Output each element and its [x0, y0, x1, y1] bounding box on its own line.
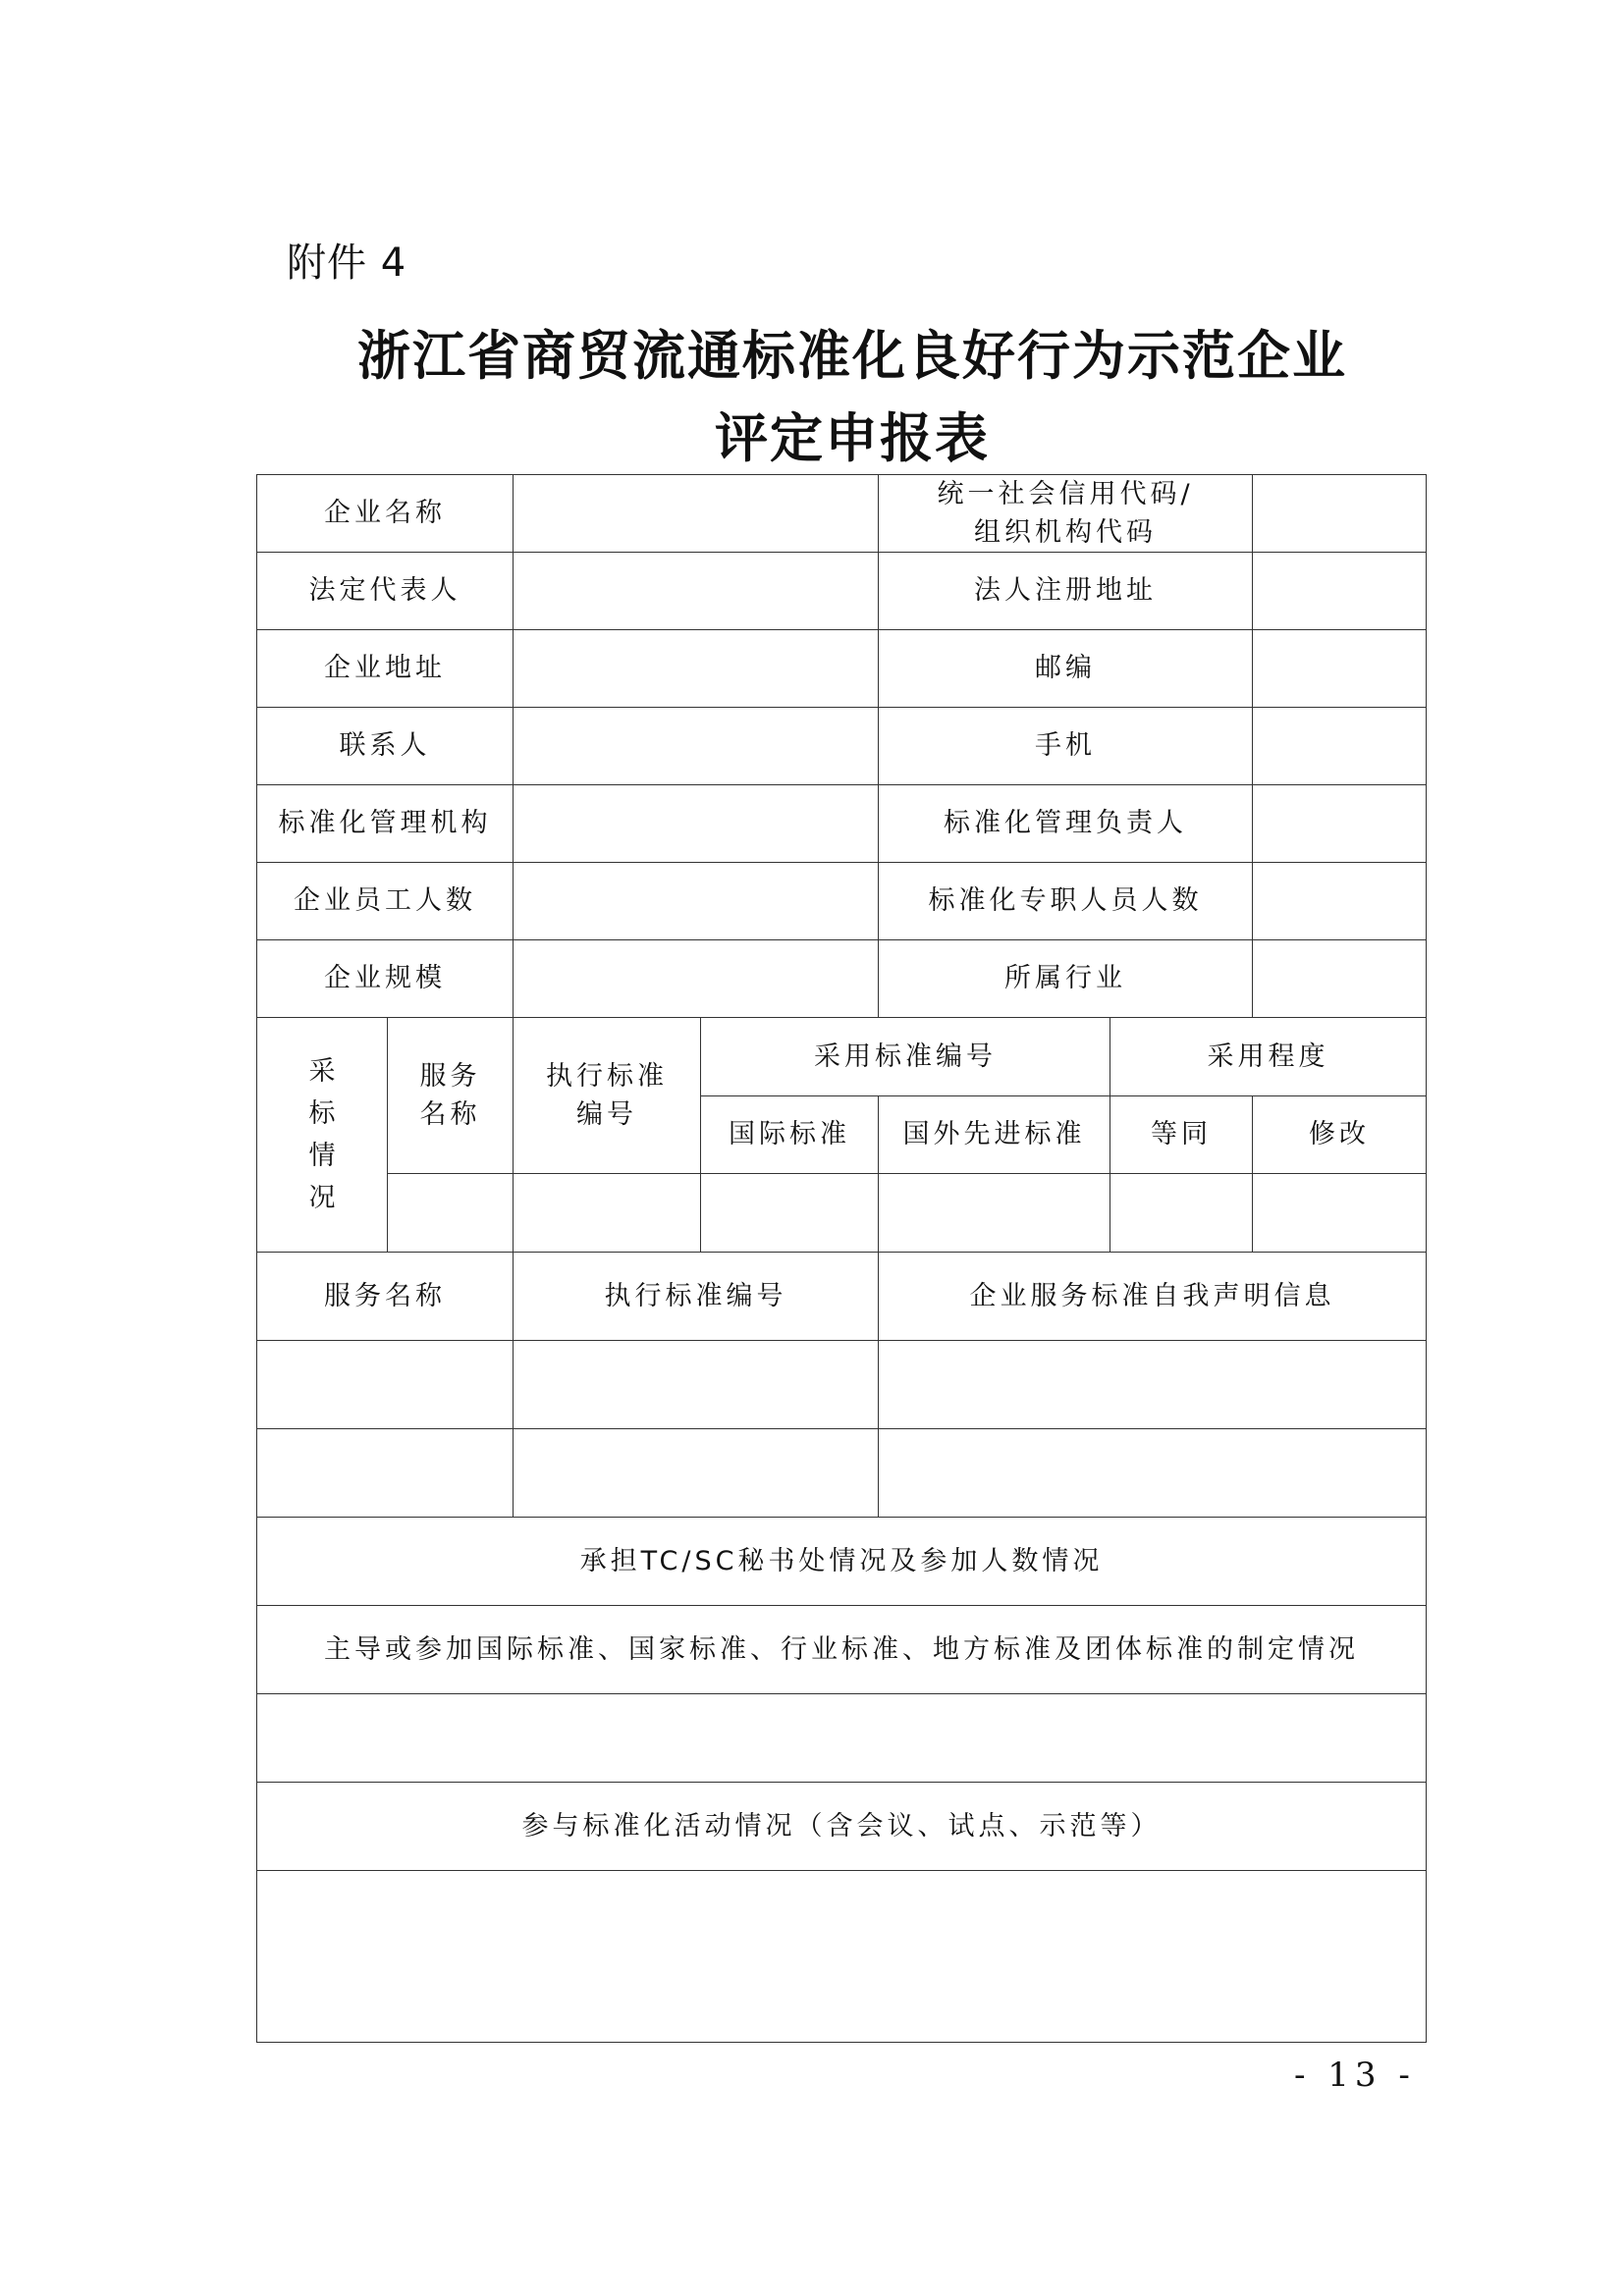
std-mgmt-head-label: 标准化管理负责人 — [879, 785, 1253, 863]
std-activities-input[interactable] — [257, 1871, 1427, 2043]
legal-rep-label: 法定代表人 — [257, 553, 514, 630]
identical-header: 等同 — [1110, 1096, 1253, 1174]
contact-input[interactable] — [514, 708, 879, 785]
self-declaration-input-1[interactable] — [879, 1341, 1427, 1429]
std-activities-label: 参与标准化活动情况（含会议、试点、示范等） — [257, 1783, 1427, 1871]
company-name-label: 企业名称 — [257, 475, 514, 553]
form-row-std-activities-input — [257, 1871, 1427, 2043]
form-row-std-mgmt — [257, 785, 1427, 863]
service-name-col-header: 服务名称 — [257, 1253, 514, 1341]
attachment-label: 附件 4 — [287, 240, 407, 286]
postcode-input[interactable] — [1253, 630, 1427, 708]
employee-count-label: 企业员工人数 — [257, 863, 514, 940]
identical-input[interactable] — [1110, 1174, 1253, 1253]
legal-address-label: 法人注册地址 — [879, 553, 1253, 630]
form-row-tc-sc — [257, 1518, 1427, 1606]
adopted-std-no-header: 采用标准编号 — [701, 1018, 1110, 1096]
form-row-std-making — [257, 1606, 1427, 1694]
form-row-adopt-header — [257, 1018, 1427, 1096]
form-row-std-activities — [257, 1783, 1427, 1871]
mobile-input[interactable] — [1253, 708, 1427, 785]
legal-address-input[interactable] — [1253, 553, 1427, 630]
exec-std-header — [514, 1018, 701, 1174]
std-staff-count-label: 标准化专职人员人数 — [879, 863, 1253, 940]
modified-header: 修改 — [1253, 1096, 1427, 1174]
page-number: - 13 - — [1294, 2056, 1416, 2095]
form-row-scale — [257, 940, 1427, 1018]
postcode-label: 邮编 — [879, 630, 1253, 708]
std-mgmt-org-label: 标准化管理机构 — [257, 785, 514, 863]
form-row-service-input-2 — [257, 1429, 1427, 1518]
exec-std-no-col-header: 执行标准编号 — [514, 1253, 879, 1341]
form-row-service-input-1 — [257, 1341, 1427, 1429]
exec-std-no-input-2[interactable] — [514, 1429, 879, 1518]
legal-rep-input[interactable] — [514, 553, 879, 630]
modified-input[interactable] — [1253, 1174, 1427, 1253]
company-scale-label: 企业规模 — [257, 940, 514, 1018]
credit-code-input[interactable] — [1253, 475, 1427, 553]
form-row-contact — [257, 708, 1427, 785]
adopt-exec-std-input[interactable] — [514, 1174, 701, 1253]
form-row-adopt-input — [257, 1174, 1427, 1253]
company-scale-input[interactable] — [514, 940, 879, 1018]
std-mgmt-head-input[interactable] — [1253, 785, 1427, 863]
service-name-header — [388, 1018, 514, 1174]
exec-std-header-line2: 编号 — [576, 1099, 637, 1131]
company-address-label: 企业地址 — [257, 630, 514, 708]
credit-code-label-line2: 组织机构代码 — [974, 517, 1157, 549]
adopt-section-label-text: 采标情况 — [308, 1055, 336, 1214]
adopt-degree-header: 采用程度 — [1110, 1018, 1427, 1096]
std-making-input[interactable] — [257, 1694, 1427, 1783]
exec-std-header-line1: 执行标准 — [546, 1061, 668, 1093]
std-mgmt-org-input[interactable] — [514, 785, 879, 863]
company-address-input[interactable] — [514, 630, 879, 708]
form-row-service-header — [257, 1253, 1427, 1341]
company-name-input[interactable] — [514, 475, 879, 553]
employee-count-input[interactable] — [514, 863, 879, 940]
industry-label: 所属行业 — [879, 940, 1253, 1018]
form-row-staff — [257, 863, 1427, 940]
exec-std-no-input-1[interactable] — [514, 1341, 879, 1429]
contact-label: 联系人 — [257, 708, 514, 785]
industry-input[interactable] — [1253, 940, 1427, 1018]
service-name-header-line2: 名称 — [419, 1099, 481, 1131]
adopt-section-label — [257, 1018, 388, 1253]
form-row-company-name — [257, 475, 1427, 553]
tc-sc-label: 承担TC/SC秘书处情况及参加人数情况 — [257, 1518, 1427, 1606]
foreign-std-header: 国外先进标准 — [879, 1096, 1110, 1174]
application-form-table — [256, 474, 1427, 2043]
document-title-line2: 评定申报表 — [715, 406, 990, 469]
form-row-company-address — [257, 630, 1427, 708]
self-declaration-input-2[interactable] — [879, 1429, 1427, 1518]
mobile-label: 手机 — [879, 708, 1253, 785]
std-making-label: 主导或参加国际标准、国家标准、行业标准、地方标准及团体标准的制定情况 — [257, 1606, 1427, 1694]
std-staff-count-input[interactable] — [1253, 863, 1427, 940]
service-name-header-line1: 服务 — [419, 1061, 481, 1093]
foreign-std-input[interactable] — [879, 1174, 1110, 1253]
form-row-std-making-input — [257, 1694, 1427, 1783]
document-title-line1: 浙江省商贸流通标准化良好行为示范企业 — [357, 324, 1347, 387]
self-declaration-col-header: 企业服务标准自我声明信息 — [879, 1253, 1427, 1341]
credit-code-label — [879, 475, 1253, 553]
form-row-legal-rep — [257, 553, 1427, 630]
intl-std-input[interactable] — [701, 1174, 879, 1253]
service-name-input-2[interactable] — [257, 1429, 514, 1518]
adopt-service-name-input[interactable] — [388, 1174, 514, 1253]
service-name-input-1[interactable] — [257, 1341, 514, 1429]
credit-code-label-line1: 统一社会信用代码/ — [937, 479, 1194, 509]
intl-std-header: 国际标准 — [701, 1096, 879, 1174]
